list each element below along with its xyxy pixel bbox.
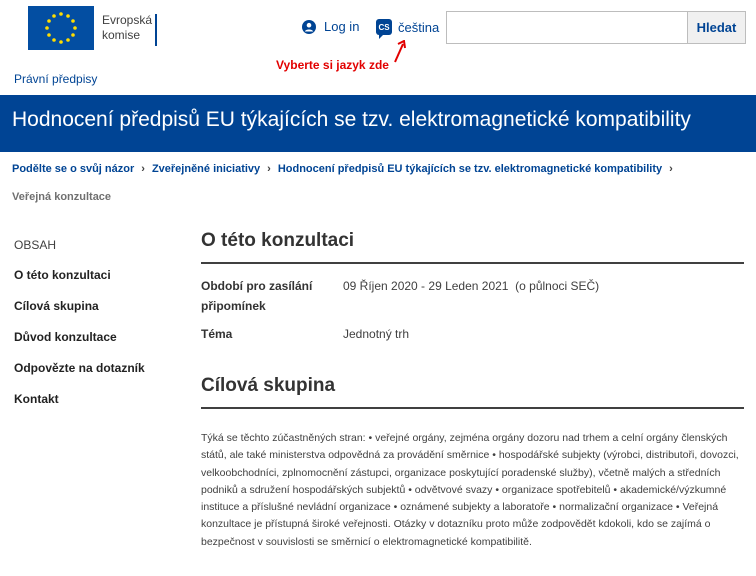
period-label-line-1: Období pro zasílání xyxy=(201,279,313,293)
search-input[interactable] xyxy=(447,12,687,43)
consultation-meta xyxy=(201,276,744,344)
chevron-right-icon: › xyxy=(669,163,673,175)
language-selector[interactable] xyxy=(376,19,439,35)
period-value: 09 Říjen 2020 - 29 Leden 2021 (o půlnoci SEČ) xyxy=(343,279,600,293)
topic-value: Jednotný trh xyxy=(343,327,410,341)
toc-item-target-group[interactable]: Cílová skupina xyxy=(14,299,99,313)
ec-logo[interactable] xyxy=(28,6,152,50)
topic-label: Téma xyxy=(201,327,233,341)
annotation-arrow-icon xyxy=(392,40,408,64)
page-title: Hodnocení předpisů EU týkajících se tzv. elektromagnetické kompatibility xyxy=(12,108,691,131)
topic-row xyxy=(201,324,744,344)
breadcrumb-item[interactable]: Hodnocení předpisů EU týkajících se tzv. elektromagnetické kompatibility xyxy=(277,163,663,175)
chevron-right-icon: › xyxy=(141,163,145,175)
breadcrumb-current: Veřejná konzultace xyxy=(12,191,112,203)
target-group-title: Cílová skupina xyxy=(201,375,744,409)
breadcrumb-item[interactable]: Zveřejněné iniciativy xyxy=(151,163,261,175)
toc-item-contact[interactable]: Kontakt xyxy=(14,392,59,406)
logo-text xyxy=(102,13,152,43)
login-link[interactable] xyxy=(302,19,359,34)
target-group-text: Týká se těchto zúčastněných stran: • veřejné orgány, zejména orgány dozoru nad trhem a celní orgány členských států, ale také ministerstva odpovědná za provádění směrnice • hospodářské subjekty (výrobci, distributoři, dovozci, velkoobchodníci, zplnomocnění zástupci, organizace poskytující poradenské služby), včetně malých a středních podniků a sdružení hospodářských subjektů • odvětvové svazy • organizace spotřebitelů • akademické/výzkumné instituce a příslušné nevládní organizace • oznámené subjekty a laboratoře • normalizační organizace • Veřejná konzultace je přístupná široké veřejnosti. Otázky v dotazníku proto může zodpovědět kdokoli, kdo se zajímá o bezpečnost v souvislosti se směrnicí o elektromagnetické kompatibilitě. xyxy=(201,432,739,548)
user-icon xyxy=(302,20,316,34)
logo-line-2: komise xyxy=(102,28,141,42)
period-label xyxy=(201,276,343,316)
site-header xyxy=(0,0,756,66)
language-annotation: Vyberte si jazyk zde xyxy=(276,58,389,72)
page-banner xyxy=(0,95,756,152)
toc-heading: OBSAH xyxy=(14,238,57,252)
breadcrumb xyxy=(12,163,680,175)
search-box xyxy=(446,11,746,44)
chevron-right-icon: › xyxy=(267,163,271,175)
toc-item-questionnaire[interactable]: Odpovězte na dotazník xyxy=(14,361,145,375)
target-group-section xyxy=(201,375,744,409)
site-subtitle[interactable]: Právní předpisy xyxy=(14,72,98,86)
period-row xyxy=(201,276,744,316)
about-title: O této konzultaci xyxy=(201,230,744,264)
about-section xyxy=(201,230,744,352)
toc-item-about[interactable]: O této konzultaci xyxy=(14,268,111,282)
breadcrumb-item[interactable]: Podělte se o svůj názor xyxy=(12,163,135,175)
login-label: Log in xyxy=(324,19,360,34)
table-of-contents xyxy=(14,238,174,423)
language-label: čeština xyxy=(398,19,440,35)
search-button[interactable]: Hledat xyxy=(687,12,745,43)
speech-bubble-icon: CS xyxy=(376,19,392,35)
logo-line-1: Evropská xyxy=(102,13,153,27)
logo-divider xyxy=(155,14,157,46)
period-label-line-2: připomínek xyxy=(201,299,266,313)
toc-item-reason[interactable]: Důvod konzultace xyxy=(14,330,117,344)
eu-flag-icon xyxy=(28,6,94,50)
